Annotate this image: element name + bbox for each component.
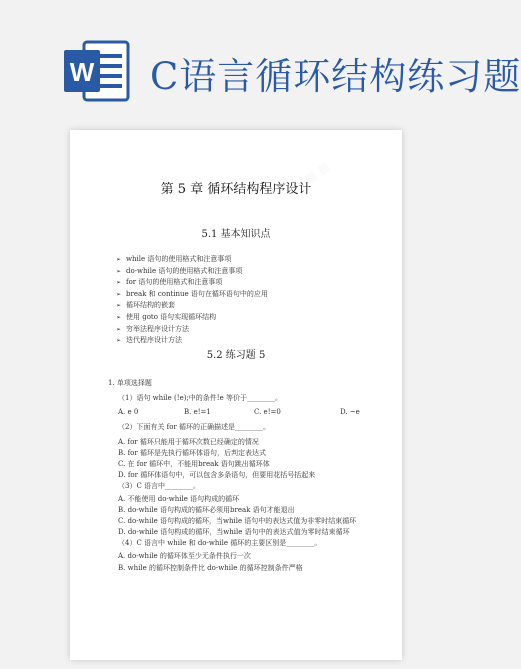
list-item: ➢ for 语句的使用格式和注意事项 [116, 278, 223, 287]
chapter-title: 第 5 章 循环结构程序设计 [160, 182, 312, 197]
option-b: B. while 的循环控制条件比 do-while 的循环控制条件严格 [118, 564, 303, 572]
knowledge-point-list [116, 254, 386, 347]
list-item: ➢ 迭代程序设计方法 [116, 336, 182, 345]
word-document-icon [62, 36, 132, 106]
word-icon-letter: W [69, 57, 95, 87]
option-a: A. do-while 的循环体至少无条件执行一次 [118, 552, 251, 560]
list-item: ➢ 使用 goto 语句实现循环结构 [116, 312, 217, 321]
section-heading-exercises: 5.2 练习题 5 [206, 350, 266, 361]
option-b: B. for 循环是先执行循环体语句，后判定表达式 [118, 449, 266, 457]
list-item: ➢ 穷举法程序设计方法 [116, 324, 189, 333]
watermark: ▦ ▦ ▦ [289, 159, 332, 195]
section-heading-basics: 5.1 基本知识点 [201, 229, 271, 240]
question-2: （2）下面有关 for 循环的正确描述是________。 [118, 423, 271, 431]
option-a: A. for 循环只能用于循环次数已经确定的情况 [118, 438, 259, 446]
question-4: （4）C 语言中 while 和 do-while 循环的主要区别是________。 [118, 539, 322, 547]
banner-header [0, 0, 521, 122]
option-c: C. 在 for 循环中，不能用break 语句跳出循环体 [118, 460, 270, 468]
page-title: C语言循环结构练习题 [150, 55, 521, 98]
option-b: B. e!=1 [184, 408, 211, 416]
option-c: C. e!=0 [254, 408, 281, 416]
option-d: D. ~e [340, 408, 360, 416]
list-item: ➢ 循环结构的嵌套 [116, 301, 175, 310]
option-c: C. do-while 语句构成的循环，当while 语句中的表达式值为非零时结束循环 [118, 517, 357, 525]
list-item: ➢ break 和 continue 语句在循环语句中的应用 [116, 289, 268, 298]
option-b: B. do-while 语句构成的循环必须用break 语句才能退出 [118, 506, 295, 514]
option-d: D. do-while 语句构成的循环，当while 语句中的表达式值为零时结束循环 [118, 528, 350, 536]
document-page [70, 130, 402, 660]
option-d: D. for 循环体语句中，可以包含多条语句，但要用花括号括起来 [118, 471, 316, 479]
question-3: （3）C 语言中________。 [118, 482, 201, 490]
option-a: A. e 0 [118, 408, 139, 416]
question-group-heading: 1. 单项选择题 [108, 379, 152, 387]
option-a: A. 不能使用 do-while 语句构成的循环 [118, 495, 240, 503]
question-1: （1）语句 while (!e);中的条件!e 等价于________。 [118, 394, 282, 402]
list-item: ➢ do-while 语句的使用格式和注意事项 [116, 266, 243, 275]
list-item: ➢ while 语句的使用格式和注意事项 [116, 255, 232, 263]
